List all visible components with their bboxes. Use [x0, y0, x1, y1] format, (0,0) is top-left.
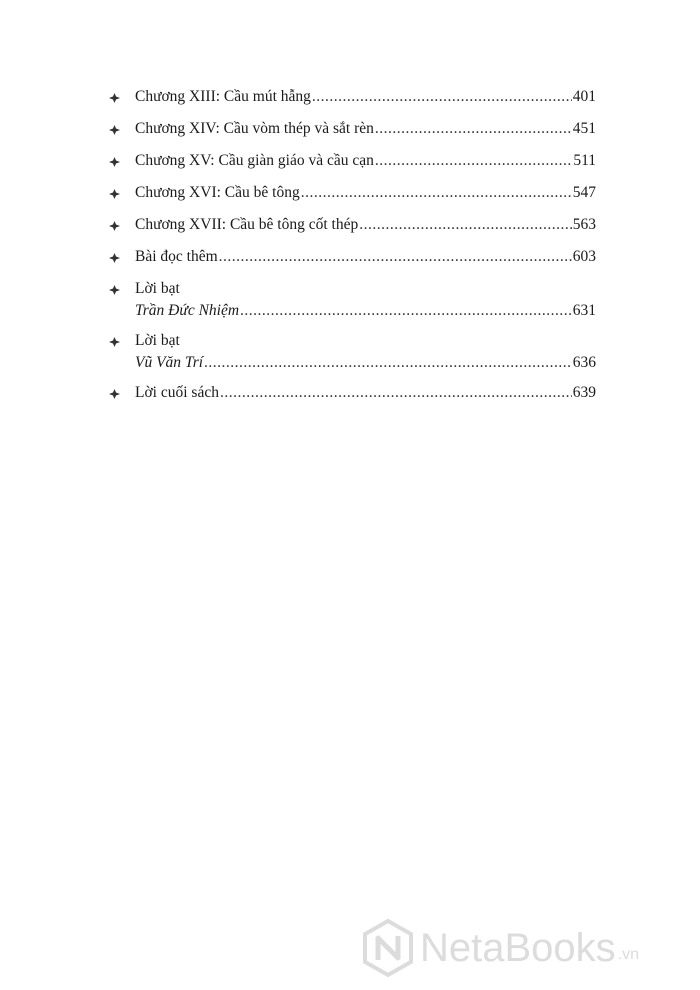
dot-leader	[301, 182, 572, 204]
table-of-contents	[108, 86, 596, 414]
toc-entry-heading: Lời bạt	[135, 332, 180, 349]
dot-leader	[375, 118, 572, 140]
toc-entry-author: Vũ Văn Trí	[135, 354, 204, 371]
dot-leader	[219, 246, 572, 268]
toc-entry	[108, 330, 596, 374]
toc-entry	[108, 86, 596, 108]
watermark-brand: NetaBooks	[420, 926, 616, 970]
toc-entry	[108, 246, 596, 268]
diamond-bullet-icon	[108, 278, 122, 300]
diamond-bullet-icon	[108, 382, 122, 404]
dot-leader	[359, 214, 572, 236]
toc-entry	[108, 214, 596, 236]
toc-entry	[108, 182, 596, 204]
toc-entry-heading: Lời bạt	[135, 280, 180, 297]
toc-entry	[108, 278, 596, 322]
diamond-bullet-icon	[108, 182, 122, 204]
toc-entry-author: Trần Đức Nhiệm	[135, 302, 240, 319]
toc-entry-page: 511	[573, 152, 596, 169]
netabooks-logo-icon	[360, 918, 416, 978]
diamond-bullet-icon	[108, 330, 122, 352]
dot-leader	[204, 352, 572, 374]
diamond-bullet-icon	[108, 246, 122, 268]
toc-entry-title: Chương XVII: Cầu bê tông cốt thép	[135, 216, 359, 233]
watermark-suffix: .vn	[617, 946, 640, 963]
toc-entry-title: Chương XIII: Cầu mút hẫng	[135, 88, 311, 105]
dot-leader	[375, 150, 572, 172]
toc-entry	[108, 118, 596, 140]
toc-entry	[108, 382, 596, 404]
toc-entry-title: Chương XIV: Cầu vòm thép và sắt rèn	[135, 120, 374, 137]
toc-entry-page: 547	[572, 184, 596, 201]
toc-entry-page: 639	[572, 384, 596, 401]
toc-entry-page: 603	[572, 248, 596, 265]
diamond-bullet-icon	[108, 214, 122, 236]
toc-entry-page: 631	[572, 302, 596, 319]
toc-entry-page: 401	[572, 88, 596, 105]
diamond-bullet-icon	[108, 86, 122, 108]
diamond-bullet-icon	[108, 150, 122, 172]
dot-leader	[220, 382, 572, 404]
toc-entry	[108, 150, 596, 172]
toc-entry-title: Bài đọc thêm	[135, 248, 218, 265]
dot-leader	[240, 300, 572, 322]
toc-entry-page: 451	[572, 120, 596, 137]
toc-entry-page: 563	[572, 216, 596, 233]
toc-entry-title: Lời cuối sách	[135, 384, 219, 401]
toc-entry-title: Chương XV: Cầu giàn giáo và cầu cạn	[135, 152, 374, 169]
toc-entry-title: Chương XVI: Cầu bê tông	[135, 184, 300, 201]
diamond-bullet-icon	[108, 118, 122, 140]
toc-entry-page: 636	[572, 354, 596, 371]
watermark	[360, 918, 690, 978]
dot-leader	[312, 86, 572, 108]
